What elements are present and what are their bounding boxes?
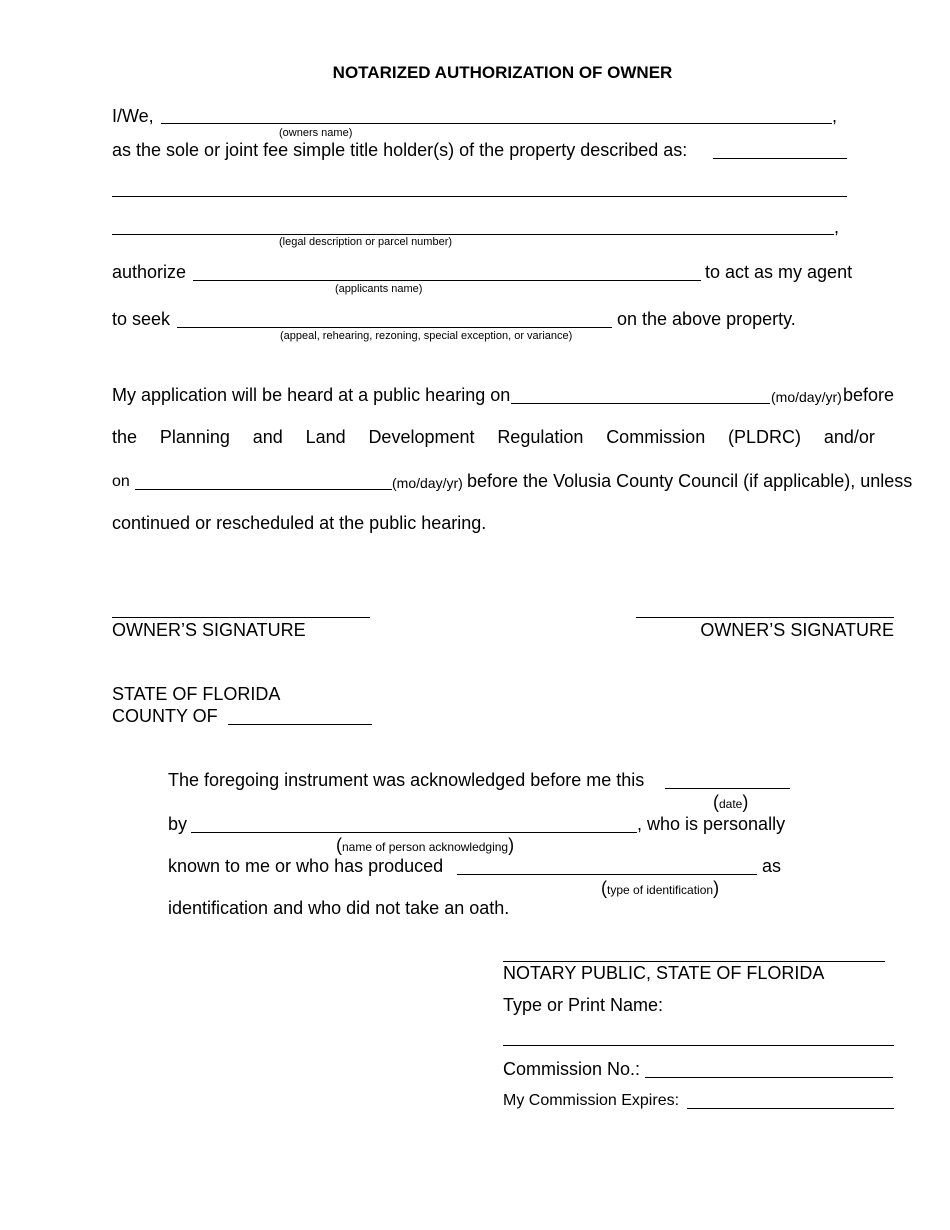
property-field-1[interactable]	[713, 158, 847, 159]
word: Regulation	[497, 427, 584, 447]
ack-by: by	[168, 814, 188, 834]
county-field[interactable]	[228, 724, 372, 725]
owners-prefix: I/We,	[112, 106, 154, 126]
paren-open: (	[336, 835, 342, 855]
paren-close: )	[713, 878, 720, 898]
ack-known: known to me or who has produced	[168, 856, 444, 876]
word: and/or	[823, 427, 875, 447]
hearing-date-field[interactable]	[511, 403, 770, 404]
paren-close: )	[742, 792, 749, 812]
owner-signature-left-label: OWNER’S SIGNATURE	[112, 620, 306, 640]
property-field-3[interactable]	[112, 234, 834, 235]
hearing-before: before	[843, 385, 895, 405]
word: Commission	[606, 427, 706, 447]
owners-name-field[interactable]	[161, 123, 832, 124]
owner-signature-left-field[interactable]	[112, 617, 370, 618]
applicant-caption: (applicants name)	[335, 283, 423, 295]
word: Planning	[159, 427, 230, 447]
owners-name-caption: (owners name)	[279, 127, 353, 139]
paren-open: (	[713, 792, 719, 812]
request-type-caption: (appeal, rehearing, rezoning, special exception, or variance)	[280, 330, 573, 342]
agent-suffix: to act as my agent	[705, 262, 853, 282]
ack-last-line: identification and who did not take an oath.	[168, 898, 510, 918]
hearing-date-caption: (mo/day/yr)	[771, 389, 842, 405]
owners-comma: ,	[832, 106, 838, 126]
ack-id-caption	[601, 878, 719, 899]
notary-signature-field[interactable]	[503, 961, 885, 962]
seek-prefix: to seek	[112, 309, 171, 329]
seek-suffix: on the above property.	[617, 309, 796, 329]
word: Development	[368, 427, 475, 447]
ack-date-caption	[713, 792, 748, 813]
commission-no-label: Commission No.:	[503, 1059, 641, 1079]
ack-person-field[interactable]	[191, 832, 637, 833]
request-type-field[interactable]	[177, 327, 612, 328]
ack-date-caption-text: date	[719, 797, 743, 811]
hearing-line-4: continued or rescheduled at the public hearing.	[112, 513, 487, 533]
ack-id-field[interactable]	[457, 874, 757, 875]
hearing-line-1: My application will be heard at a public hearing on	[112, 385, 511, 405]
property-field-2[interactable]	[112, 196, 847, 197]
commission-no-field[interactable]	[645, 1077, 893, 1078]
hearing-line-2	[112, 427, 875, 448]
council-date-field[interactable]	[135, 489, 392, 490]
applicant-name-field[interactable]	[193, 280, 701, 281]
ack-date-field[interactable]	[665, 788, 790, 789]
ack-name-caption	[336, 835, 514, 856]
word: Land	[305, 427, 346, 447]
property-text: as the sole or joint fee simple title holder(s) of the property described as:	[112, 140, 688, 160]
word: and	[252, 427, 283, 447]
ack-by-suffix: , who is personally	[637, 814, 786, 834]
owner-signature-right-field[interactable]	[636, 617, 894, 618]
paren-close: )	[508, 835, 515, 855]
notary-name-field[interactable]	[503, 1045, 894, 1046]
county-label: COUNTY OF	[112, 706, 218, 726]
agent-prefix: authorize	[112, 262, 187, 282]
word: (PLDRC)	[728, 427, 802, 447]
council-date-caption: (mo/day/yr)	[392, 475, 463, 491]
property-comma: ,	[834, 217, 840, 237]
commission-expires-label: My Commission Expires:	[503, 1092, 680, 1109]
owner-signature-right-label: OWNER’S SIGNATURE	[700, 620, 894, 640]
commission-expires-field[interactable]	[687, 1108, 894, 1109]
ack-line-1: The foregoing instrument was acknowledged before me this	[168, 770, 645, 790]
ack-known-suffix: as	[762, 856, 782, 876]
ack-name-caption-text: name of person acknowledging	[342, 840, 509, 854]
state-label: STATE OF FLORIDA	[112, 684, 281, 704]
paren-open: (	[601, 878, 607, 898]
property-caption: (legal description or parcel number)	[279, 236, 453, 248]
document-title: NOTARIZED AUTHORIZATION OF OWNER	[332, 63, 673, 82]
hearing-line-3: before the Volusia County Council (if applicable), unless	[467, 471, 913, 491]
word: the	[112, 427, 138, 447]
notary-type-print-label: Type or Print Name:	[503, 995, 664, 1015]
hearing-on: on	[112, 473, 130, 490]
notary-title: NOTARY PUBLIC, STATE OF FLORIDA	[503, 963, 825, 983]
ack-id-caption-text: type of identification	[607, 883, 714, 897]
